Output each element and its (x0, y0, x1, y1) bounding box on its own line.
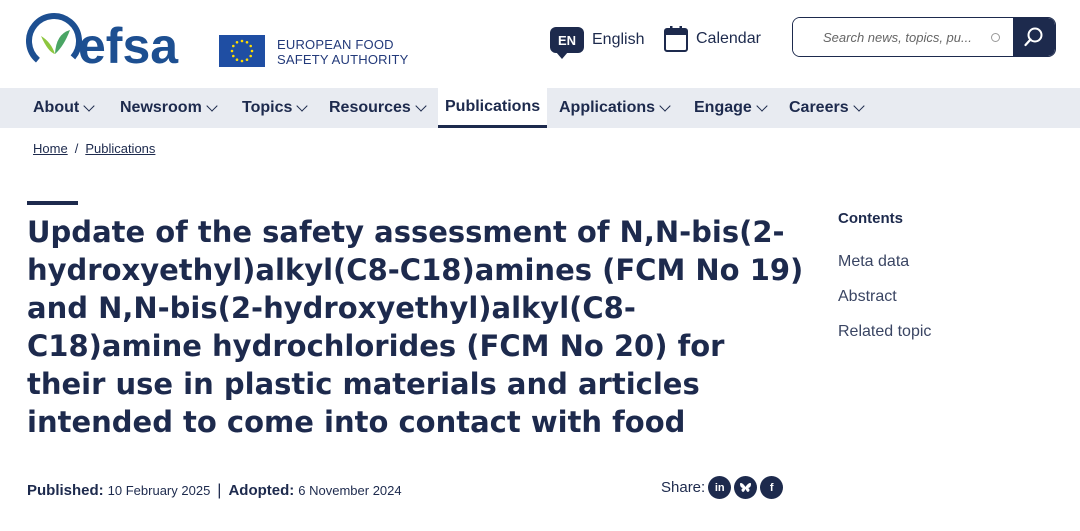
publication-meta (27, 482, 402, 500)
nav-item-label: Resources (329, 99, 411, 116)
nav-item-applications[interactable] (559, 88, 669, 128)
breadcrumb (33, 141, 155, 156)
adopted-label: Adopted: (228, 482, 295, 499)
nav-item-topics[interactable] (242, 88, 306, 128)
contents-item-abstract[interactable]: Abstract (838, 288, 897, 305)
chevron-down-icon (297, 100, 308, 111)
nav-item-label: Careers (789, 99, 849, 116)
contents-list (838, 253, 931, 341)
chevron-down-icon (415, 100, 426, 111)
agency-name-line1: EUROPEAN FOOD (277, 37, 394, 52)
nav-item-engage[interactable] (694, 88, 766, 128)
search-clear-icon[interactable] (991, 33, 1000, 42)
nav-item-label: About (33, 99, 80, 116)
search-box (792, 17, 1056, 57)
eu-flag-icon (219, 35, 265, 67)
nav-item-label: Topics (242, 99, 293, 116)
title-accent-bar (27, 201, 78, 205)
breadcrumb-home-link[interactable]: Home (33, 141, 68, 156)
chevron-down-icon (756, 100, 767, 111)
nav-item-label: Publications (445, 97, 541, 115)
facebook-icon[interactable]: f (760, 476, 783, 499)
nav-item-label: Applications (559, 99, 656, 116)
nav-item-newsroom[interactable] (120, 88, 216, 128)
language-selector[interactable] (550, 25, 644, 55)
chevron-down-icon (659, 100, 670, 111)
contents-item-meta-data[interactable]: Meta data (838, 253, 910, 270)
agency-name (277, 37, 409, 67)
agency-name-line2: SAFETY AUTHORITY (277, 52, 409, 67)
calendar-label: Calendar (696, 30, 761, 47)
breadcrumb-publications-link[interactable]: Publications (85, 141, 156, 156)
nav-item-resources[interactable] (329, 88, 425, 128)
nav-item-careers[interactable] (789, 88, 863, 128)
search-button[interactable] (1013, 18, 1055, 56)
nav-item-label: Newsroom (120, 99, 202, 116)
breadcrumb-separator: / (74, 141, 79, 156)
efsa-logo[interactable] (26, 8, 216, 72)
contents-heading: Contents (838, 210, 903, 227)
published-label: Published: (27, 482, 104, 499)
nav-item-about[interactable] (33, 88, 93, 128)
contents-sidebar (838, 210, 931, 358)
bluesky-icon[interactable] (734, 476, 757, 499)
meta-separator: | (217, 482, 222, 499)
chevron-down-icon (206, 100, 217, 111)
chevron-down-icon (84, 100, 95, 111)
linkedin-icon[interactable]: in (708, 476, 731, 499)
adopted-date: 6 November 2024 (298, 483, 402, 498)
search-input[interactable] (793, 18, 1013, 56)
svg-text:efsa: efsa (78, 18, 179, 72)
chevron-down-icon (853, 100, 864, 111)
calendar-link[interactable] (663, 24, 761, 54)
share-bar (661, 476, 783, 499)
page-title: Update of the safety assessment of N,N-bis(2-hydroxyethyl)alkyl(C8-C18)amines (FCM No 19) and N,N-bis(2-hydroxyethyl)alkyl(C8-C18)amine hydrochlorides (FCM No 20) for their use in plastic materials and articles intended to come into contact with food (27, 215, 804, 439)
contents-item-related-topic[interactable]: Related topic (838, 323, 932, 340)
published-date: 10 February 2025 (107, 483, 211, 498)
site-header (0, 0, 1080, 88)
search-icon (1023, 26, 1045, 48)
main-nav (0, 88, 1080, 128)
calendar-icon (663, 25, 689, 53)
nav-item-label: Engage (694, 99, 752, 116)
language-label: English (592, 31, 645, 48)
language-code-badge: EN (550, 27, 584, 53)
nav-item-publications[interactable] (438, 88, 547, 128)
share-label: Share: (661, 479, 706, 496)
